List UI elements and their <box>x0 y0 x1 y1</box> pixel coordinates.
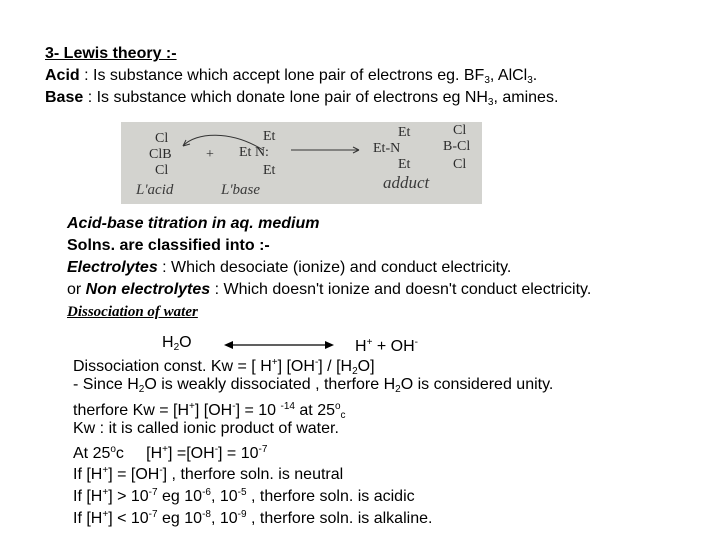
label-adduct: adduct <box>383 173 430 192</box>
left-cl-bottom: Cl <box>155 163 169 178</box>
dissociation-title: Dissociation of water <box>67 304 198 320</box>
acid-end: . <box>532 67 538 84</box>
non-electrolytes-term: Non electrolytes <box>85 281 211 298</box>
acid-text: : Is substance which accept lone pair of electrons eg. BF <box>79 67 485 84</box>
adduct-et-top: Et <box>398 125 411 140</box>
et-bottom: Et <box>263 163 276 178</box>
nh3-subscript: 3 <box>487 97 494 108</box>
electrolytes-term: Electrolytes <box>67 259 158 276</box>
bf3-subscript: 3 <box>484 75 490 86</box>
electrolytes-line <box>67 258 511 277</box>
neutral-line: If [H+] = [OH-] , therfore soln. is neutral <box>73 465 344 483</box>
adduct-etn: Et-N <box>373 141 401 156</box>
acid-term: Acid <box>45 67 80 84</box>
water-o: O <box>179 334 192 351</box>
reaction-photo <box>121 122 482 204</box>
label-acid: L'acid <box>136 182 174 198</box>
water-h: H <box>162 334 174 351</box>
base-end: , amines. <box>493 89 559 106</box>
equilibrium-arrow <box>224 339 334 351</box>
acid-separator: , AlCl <box>489 67 528 84</box>
base-definition <box>45 88 558 112</box>
or-text: or <box>67 281 86 298</box>
electrolytes-text: : Which desociate (ionize) and conduct electricity. <box>157 259 512 276</box>
acidic-line: If $[H^+] > 10^{-7}$ eg $10^{-6}$, $10^{-5}$ , therfore soln. is acidic <box>73 487 415 505</box>
titration-heading: Acid-base titration in aq. medium <box>67 215 320 232</box>
reaction-diagram <box>121 122 482 204</box>
left-cl-top: Cl <box>155 131 169 146</box>
kw-line: therfore Kw = [H+] [OH-] = 10 $^{-14}$ at $25^o_c$ <box>73 401 346 421</box>
at-25-line: At 25$^o$c $[H^+] =[OH^-] = 10^{-7}$ <box>73 444 268 462</box>
label-base: L'base <box>221 182 261 198</box>
oh-ion-sup: - <box>414 337 418 348</box>
reaction-plus: + <box>206 147 214 162</box>
base-text: : Is substance which donate lone pair of electrons eg NH <box>83 89 488 106</box>
base-term: Base <box>45 89 84 106</box>
et-top: Et <box>263 129 276 144</box>
acid-definition <box>45 66 537 90</box>
non-electrolytes-line <box>67 280 591 299</box>
classified-line: Solns. are classified into :- <box>67 237 270 254</box>
oh-ion: + OH <box>372 338 415 355</box>
dissociation-constant: Dissociation const. Kw = [ H+] $[OH^-] / [H_2O]$ <box>73 357 375 377</box>
alcl3-subscript: 3 <box>527 75 533 86</box>
adduct-et-bottom: Et <box>398 157 411 172</box>
ionic-product-line: Kw : it is called ionic product of water. <box>73 420 339 437</box>
lewis-heading: 3- Lewis theory :- <box>45 45 177 62</box>
water-subscript: 2 <box>173 342 180 353</box>
h-ion: H <box>355 338 367 355</box>
non-electrolytes-text: : Which doesn't ionize and doesn't conduct electricity. <box>210 281 592 298</box>
left-clb: ClB <box>149 147 172 162</box>
adduct-cl-top: Cl <box>453 123 467 138</box>
adduct-bcl: B-Cl <box>443 139 471 154</box>
et-n: Et N: <box>239 145 269 160</box>
adduct-cl-bottom: Cl <box>453 157 467 172</box>
alkaline-line: If $[H^+] < 10^{-7}$ eg $10^{-8}$, $10^{-9}$ , therfore soln. is alkaline. <box>73 509 433 527</box>
h-ion-sup: + <box>366 337 373 348</box>
since-line: - Since $H_2O$ is weakly dissociated , therfore $H_2O$ is considered unity. <box>73 376 554 395</box>
